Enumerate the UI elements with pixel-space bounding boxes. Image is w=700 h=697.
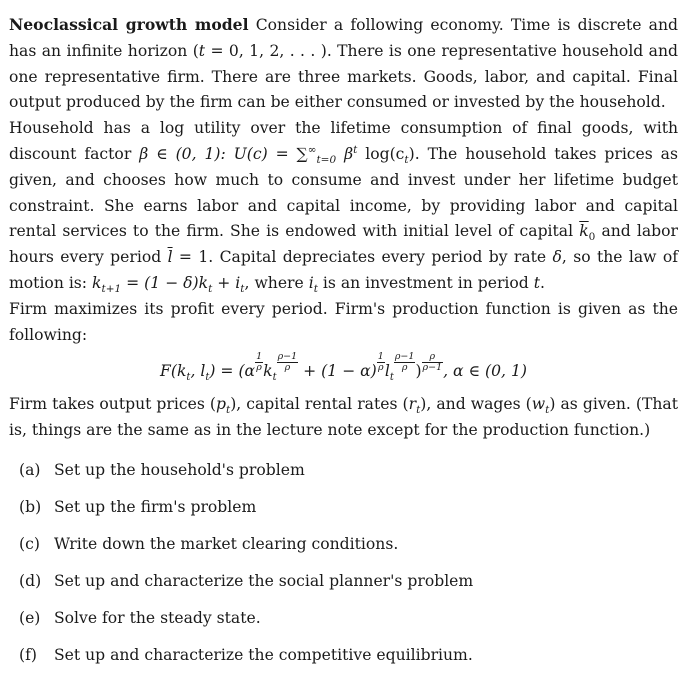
prices-text-3: ), and wages ( bbox=[420, 395, 532, 414]
utility-beta-exp: t bbox=[353, 143, 358, 156]
part-text: Solve for the steady state. bbox=[53, 608, 261, 627]
exp-1-over-rho bbox=[255, 352, 263, 373]
formula-close: ) bbox=[415, 362, 422, 381]
formula-open: ) = (α bbox=[209, 362, 256, 381]
utility-log: log(c bbox=[357, 144, 405, 163]
household-text-6: where bbox=[249, 273, 309, 292]
investment-var-sub: t bbox=[313, 283, 318, 296]
rental-var: r bbox=[408, 395, 417, 414]
exp3-num: 1 bbox=[377, 351, 384, 363]
intro-paragraph bbox=[9, 12, 678, 116]
household-text-3: and labor hours every period bbox=[9, 222, 678, 267]
labor-endowment-value: = 1. bbox=[172, 248, 214, 267]
lom-investment: + i bbox=[212, 273, 241, 292]
part-text: Write down the market clearing conditions. bbox=[53, 534, 399, 553]
exp-l bbox=[394, 352, 416, 373]
formula-l: l bbox=[384, 362, 390, 381]
household-text-4: Capital depreciates every period by rate bbox=[213, 248, 553, 267]
formula-lhs-mid: , l bbox=[190, 362, 206, 381]
exp5-num: ρ bbox=[422, 352, 444, 363]
exp-1-over-rho-2 bbox=[377, 352, 385, 373]
part-label: (a) bbox=[19, 460, 41, 479]
utility-sum-upper: ∞ bbox=[307, 143, 317, 156]
lom-k-sub: t bbox=[208, 283, 213, 296]
part-text: Set up and characterize the competitive equilibrium. bbox=[53, 645, 473, 664]
list-item bbox=[9, 526, 678, 563]
exp4-num: ρ−1 bbox=[394, 351, 415, 363]
intro-math-t: t bbox=[198, 41, 206, 60]
lom-end: , bbox=[244, 273, 250, 292]
list-item bbox=[9, 489, 678, 526]
exp2-num: ρ−1 bbox=[277, 351, 298, 363]
rental-var-sub: t bbox=[416, 404, 421, 417]
lom-k-next-sub: t+1 bbox=[101, 283, 122, 296]
beta-range: β ∈ (0, 1): bbox=[139, 144, 234, 163]
exp-k bbox=[277, 352, 299, 373]
part-label: (c) bbox=[19, 534, 40, 553]
prices-text-2: ), capital rental rates ( bbox=[230, 395, 409, 414]
part-text: Set up the firm's problem bbox=[53, 497, 257, 516]
formula-plus: + (1 − α) bbox=[298, 362, 377, 381]
utility-log-sub: t bbox=[404, 154, 409, 167]
lom-middle: = (1 − δ)k bbox=[121, 273, 209, 292]
problem-heading: Neoclassical growth model bbox=[9, 15, 249, 34]
utility-close: ). bbox=[408, 144, 420, 163]
exp-outer bbox=[422, 352, 444, 373]
list-item bbox=[9, 637, 678, 674]
lom-investment-sub: t bbox=[240, 283, 245, 296]
part-text: Set up and characterize the social planner's problem bbox=[53, 571, 474, 590]
formula-alpha-range: , α ∈ (0, 1) bbox=[443, 362, 527, 381]
question-parts-list bbox=[9, 452, 678, 674]
formula-l-sub: t bbox=[389, 372, 394, 384]
household-text-8: . bbox=[540, 273, 545, 292]
part-label: (e) bbox=[19, 608, 41, 627]
wage-var-sub: t bbox=[545, 404, 550, 417]
labor-endowment: $\overline{l}$ bbox=[167, 248, 173, 267]
prices-text-4: ) as given. (That is, things are the same as in the lecture note except for the production function.) bbox=[9, 395, 678, 440]
part-text: Set up the household's problem bbox=[53, 460, 305, 479]
intro-text-1: Consider a following economy. Time is discrete and has an infinite horizon ( bbox=[9, 16, 678, 60]
exp1-num: 1 bbox=[256, 351, 263, 363]
utility-function: U(c) = ∑ bbox=[233, 144, 308, 163]
exp2-den: ρ bbox=[284, 362, 291, 374]
initial-capital: $\overline{k}$ bbox=[579, 222, 589, 241]
list-item bbox=[9, 452, 678, 489]
price-var: p bbox=[215, 395, 226, 414]
list-item bbox=[9, 563, 678, 600]
production-function bbox=[9, 352, 678, 382]
part-label: (f) bbox=[19, 645, 37, 664]
exp4-den: ρ bbox=[401, 362, 408, 374]
period-var: t bbox=[533, 273, 541, 292]
formula-k: k bbox=[263, 362, 273, 381]
formula-lhs-sub2: t bbox=[205, 372, 210, 384]
initial-capital-sub: 0 bbox=[588, 231, 596, 244]
part-label: (b) bbox=[19, 497, 42, 516]
depreciation-rate: δ bbox=[552, 248, 562, 267]
exp3-den: ρ bbox=[377, 362, 384, 374]
prices-paragraph bbox=[9, 392, 678, 444]
intro-text-2: = 0, 1, 2, . . . ). There is one representative household and one representative firm. There are three markets. Goods, labor, and capital. Final output produced by the firm can be either consumed or invested by the household. bbox=[9, 41, 678, 112]
utility-sum-lower: t=0 bbox=[316, 154, 337, 167]
exp5-den: ρ−1 bbox=[422, 362, 443, 374]
lom-k-next: k bbox=[92, 273, 102, 292]
investment-var: i bbox=[308, 273, 314, 292]
formula-k-sub: t bbox=[272, 372, 277, 384]
formula-lhs-sub1: t bbox=[186, 372, 191, 384]
price-var-sub: t bbox=[225, 404, 231, 417]
utility-beta: β bbox=[336, 144, 354, 163]
household-text-1: Household has a log utility over the lifetime consumption of final goods, with discount factor bbox=[9, 119, 678, 163]
formula-lhs: F(k bbox=[160, 362, 187, 381]
list-item bbox=[9, 600, 678, 637]
wage-var: w bbox=[531, 395, 546, 414]
household-text-5: , so the law of motion is: bbox=[9, 248, 678, 292]
household-paragraph bbox=[9, 116, 678, 297]
firm-paragraph: Firm maximizes its profit every period. Firm's production function is given as the following: bbox=[9, 299, 678, 344]
prices-text-1: Firm takes output prices ( bbox=[9, 395, 216, 414]
household-text-7: is an investment in period bbox=[317, 273, 534, 292]
household-text-2: The household takes prices as given, and chooses how much to consume and invest under her lifetime budget constraint. She earns labor and capital income, by providing labor and capital rental services to the firm. She is endowed with initial level of capital bbox=[9, 144, 678, 241]
part-label: (d) bbox=[19, 571, 42, 590]
exp1-den: ρ bbox=[256, 362, 262, 374]
